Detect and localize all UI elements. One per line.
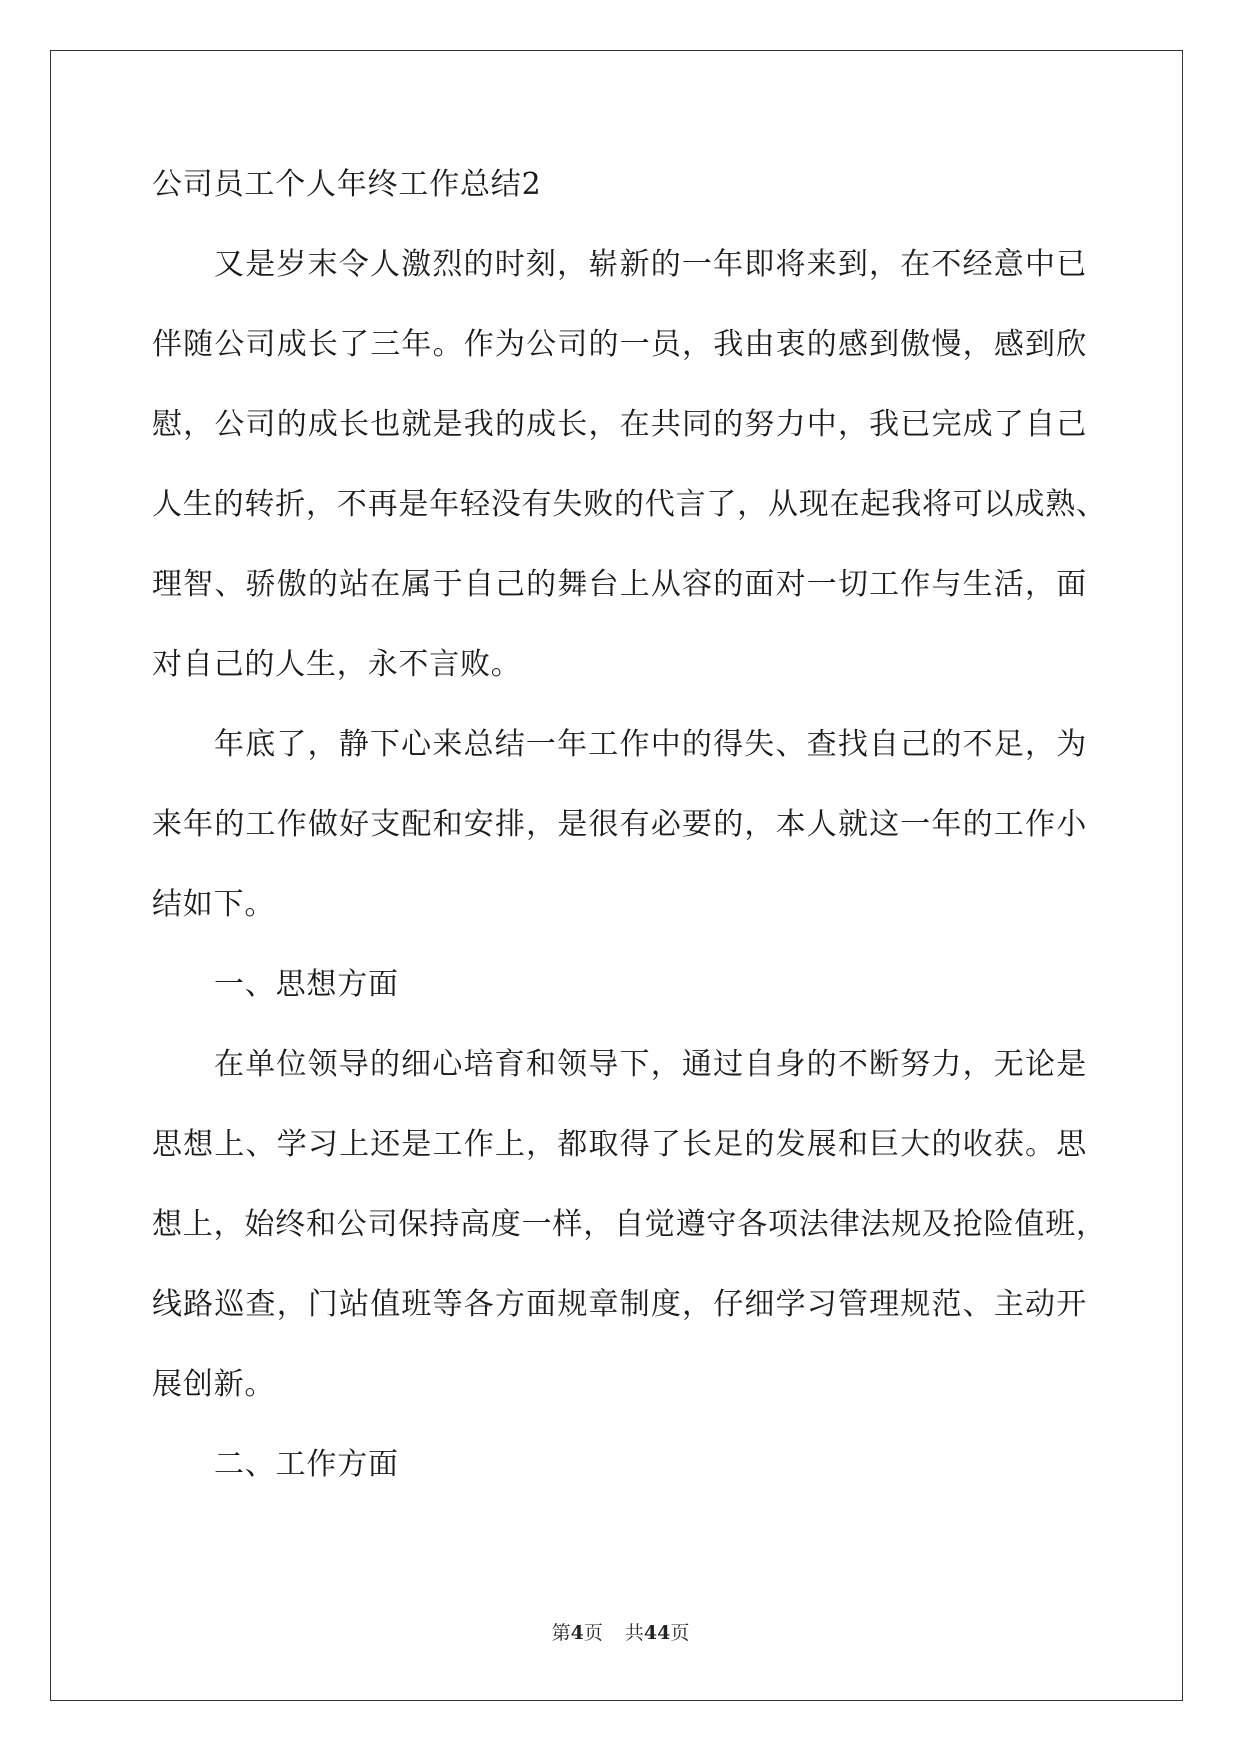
total-pages: 44 xyxy=(643,1622,671,1644)
paragraph-line: 在单位领导的细心培育和领导下，通过自身的不断努力，无论是 xyxy=(214,1047,1087,1082)
document-title: 公司员工个人年终工作总结2 xyxy=(152,167,542,202)
paragraph-line: 又是岁末令人激烈的时刻，崭新的一年即将来到，在不经意中已 xyxy=(214,247,1087,282)
paragraph-line: 线路巡查，门站值班等各方面规章制度，仔细学习管理规范、主动开 xyxy=(152,1287,1087,1322)
total-suffix: 页 xyxy=(670,1622,690,1644)
paragraph-line: 展创新。 xyxy=(152,1367,276,1402)
paragraph-line: 对自己的人生，永不言败。 xyxy=(152,647,522,682)
total-prefix: 共 xyxy=(624,1622,644,1644)
section-heading: 二、工作方面 xyxy=(214,1447,399,1482)
page-number: 4 xyxy=(570,1622,584,1644)
paragraph-line: 年底了，静下心来总结一年工作中的得失、查找自己的不足，为 xyxy=(214,727,1087,762)
section-heading: 一、思想方面 xyxy=(214,967,399,1002)
page-footer xyxy=(0,1620,1241,1646)
paragraph-line: 思想上、学习上还是工作上，都取得了长足的发展和巨大的收获。思 xyxy=(152,1127,1087,1162)
paragraph-line: 想上，始终和公司保持高度一样，自觉遵守各项法律法规及抢险值班， xyxy=(152,1207,1107,1242)
paragraph-line: 结如下。 xyxy=(152,887,276,922)
paragraph-line: 来年的工作做好支配和安排，是很有必要的，本人就这一年的工作小 xyxy=(152,807,1087,842)
paragraph-line: 慰，公司的成长也就是我的成长，在共同的努力中，我已完成了自己 xyxy=(152,407,1087,442)
paragraph-line: 理智、骄傲的站在属于自己的舞台上从容的面对一切工作与生活，面 xyxy=(152,567,1087,602)
paragraph-line: 伴随公司成长了三年。作为公司的一员，我由衷的感到傲慢，感到欣 xyxy=(152,327,1087,362)
page-prefix: 第 xyxy=(551,1622,571,1644)
page-suffix: 页 xyxy=(583,1622,603,1644)
paragraph-line: 人生的转折，不再是年轻没有失败的代言了，从现在起我将可以成熟、 xyxy=(152,487,1107,522)
